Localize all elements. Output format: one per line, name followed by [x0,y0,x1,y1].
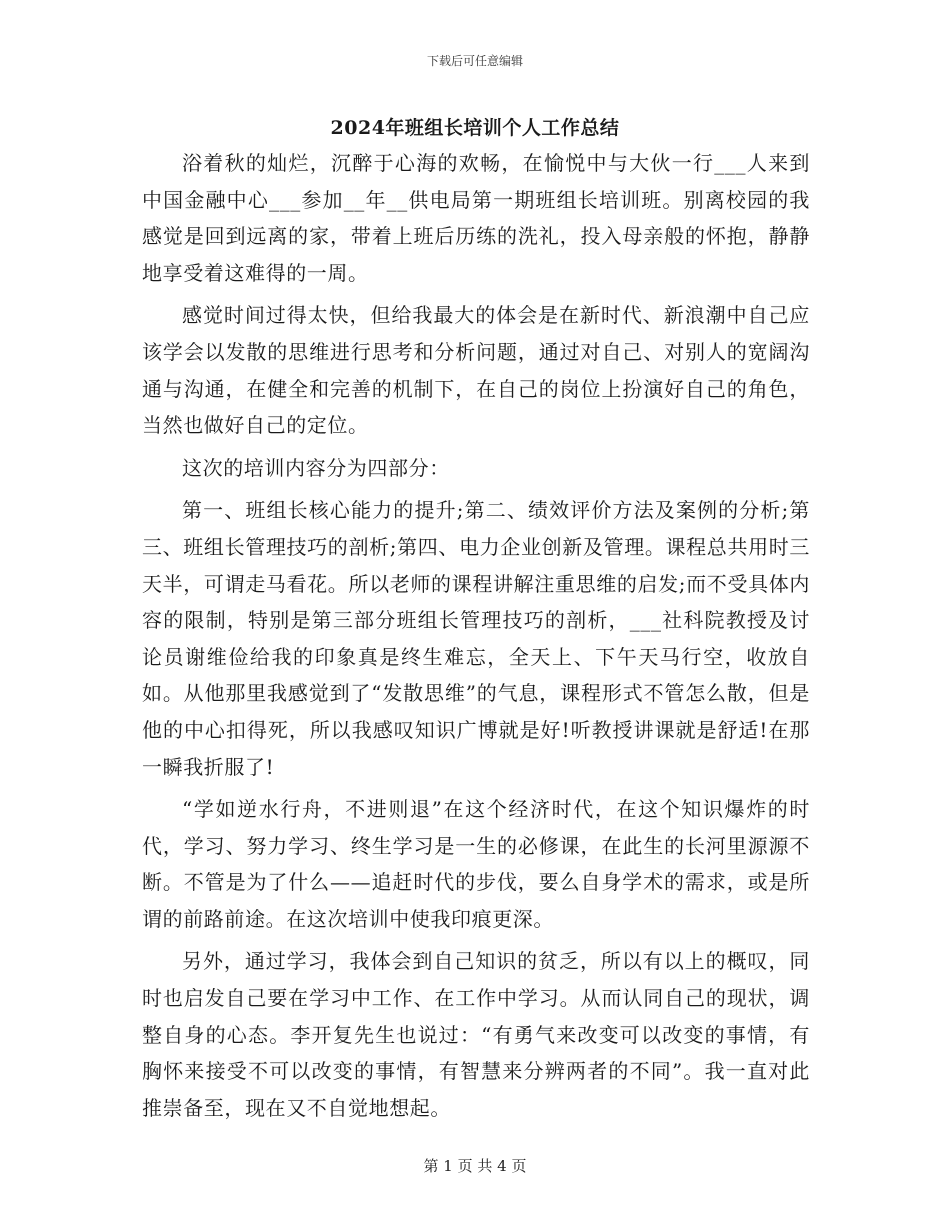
page-header-note: 下载后可任意编辑 [426,54,523,68]
paragraph-intro: 浴着秋的灿烂，沉醉于心海的欢畅，在愉悦中与大伙一行___人来到中国金融中心___参加__年__供电局第一期班组长培训班。别离校园的我感觉是回到远离的家，带着上班后历练的洗礼，投入母亲般的怀抱，静静地享受着这难得的一周。 [142,151,810,285]
page-number: 第 1 页 共 4 页 [423,1157,527,1175]
paragraph-conclusion: 另外，通过学习，我体会到自己知识的贫乏，所以有以上的概叹，同时也启发自己要在学习中工作、在工作中学习。从而认同自己的现状，调整自身的心态。李开复先生也说过：“有勇气来改变可以改变的事情，有胸怀来接受不可以改变的事情，有智慧来分辨两者的不同”。我一直对此推崇备至，现在又不自觉地想起。 [142,949,810,1120]
paragraph-content-intro: 这次的培训内容分为四部分： [182,455,450,480]
paragraph-lifelong-learning: “学如逆水行舟，不进则退”在这个经济时代，在这个知识爆炸的时代，学习、努力学习、终生学习是一生的必修课，在此生的长河里源源不断。不管是为了什么——追赶时代的步伐，要么自身学术的需求，或是所谓的前路前途。在这次培训中使我印痕更深。 [142,797,810,931]
document-body [142,145,810,1132]
paragraph-reflection: 感觉时间过得太快，但给我最大的体会是在新时代、新浪潮中自己应该学会以发散的思维进行思考和分析问题，通过对自己、对别人的宽阔沟通与沟通，在健全和完善的机制下，在自己的岗位上扮演好自己的角色，当然也做好自己的定位。 [142,303,810,438]
paragraph-course-parts: 第一、班组长核心能力的提升;第二、绩效评价方法及案例的分析;第三、班组长管理技巧的剖析;第四、电力企业创新及管理。课程总共用时三天半，可谓走马看花。所以老师的课程讲解注重思维的启发;而不受具体内容的限制，特别是第三部分班组长管理技巧的剖析，___社科院教授及讨论员谢维俭给我的印象真是终生难忘，全天上、下午天马行空，收放自如。从他那里我感觉到了“发散思维”的气息，课程形式不管怎么散，但是他的中心扣得死，所以我感叹知识广博就是好!听教授讲课就是舒适!在那一瞬我折服了! [142,498,810,779]
document-title: 2024年班组长培训个人工作总结 [330,117,620,139]
